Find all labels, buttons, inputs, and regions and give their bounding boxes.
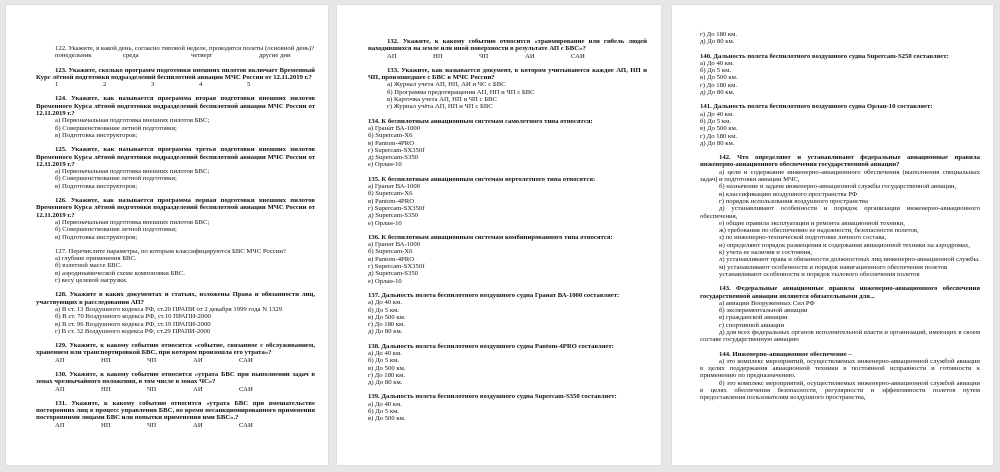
- question-text: 142. Что определяют и устанавливают федеральные авиационные правила инженерно-авиационного обеспечения государственной авиации?: [700, 154, 980, 169]
- question-block: [368, 67, 647, 111]
- document-page-1: [6, 5, 328, 465]
- answer-option: г) До 180 км.: [368, 321, 406, 329]
- answer-option: е) Орлан-10: [368, 219, 402, 227]
- answer-choice: ЧП: [479, 52, 489, 60]
- answer-choice: ЧП: [147, 421, 157, 429]
- answer-option: в) Pantom-4PRO: [368, 139, 415, 147]
- question-text: 138. Дальность полета беспилотного воздушного судна Pantom-4PRO составляет:: [368, 342, 614, 350]
- answer-option: б) В ст. 70 Воздушного кодекса РФ, ст.10 ПРАПИ-2000: [55, 313, 211, 321]
- question-text: 131. Укажите, к какому событию относится «утрата БВС при вмешательстве посторонних лиц в процесс управления БВС, во время несанкционированного применения посторонними лицами БВС или попытки применения ими БВС».?: [36, 399, 315, 422]
- answer-option: в) До 500 км.: [700, 74, 738, 82]
- answer-option: в) гражданской авиации: [719, 314, 788, 322]
- question-block: [36, 291, 315, 335]
- answer-choice: САИ: [239, 356, 253, 364]
- answer-option: б) До 5 км.: [700, 117, 732, 125]
- answer-option: в) До 500 км.: [368, 364, 406, 372]
- question-block: [700, 53, 980, 97]
- answer-option: а) До 40 км.: [368, 400, 402, 408]
- answer-choice: АИ: [193, 356, 203, 364]
- answer-option: б) экспериментальной авиации: [719, 307, 808, 315]
- answer-option: б) назначение и задачи инженерно-авиационной службы государственной авиации,: [719, 183, 957, 191]
- question-block: [368, 234, 647, 285]
- answer-choice: САИ: [239, 421, 253, 429]
- answer-option: в) До 500 км.: [368, 415, 406, 423]
- answer-choice: ЧП: [147, 356, 157, 364]
- answer-option: в) Pantom-4PRO: [368, 197, 415, 205]
- answer-option: г) Supercam-SX350f: [368, 263, 425, 271]
- question-text: 128. Укажите в каких документах и статьях, изложены Права и обязанности лиц, участвующих в расследовании АП?: [36, 291, 315, 306]
- answer-option: г) До 180 км.: [700, 132, 738, 140]
- question-text: 129. Укажите, к какому событию относится «событие, связанное с обслуживанием, хранением или транспортировкой БВС, при котором произошла его утрата»?: [36, 342, 315, 357]
- question-text: 124. Укажите, как называется программа вторая подготовки внешних пилотов Временного Курса лётной подготовки подразделений беспилотной авиации МЧС России от 12.11.2019 г.?: [36, 95, 315, 118]
- answer-option: г) До 180 км.: [700, 31, 738, 38]
- answer-choices-row: [36, 357, 315, 364]
- answer-option: в) До 500 км.: [700, 125, 738, 133]
- answer-choices-row: [36, 386, 315, 393]
- answer-choice: НП: [101, 385, 111, 393]
- answer-choices-row: [36, 81, 315, 88]
- question-block: [36, 400, 315, 429]
- answer-option: а) Первоначальная подготовка внешних пилотов БВС;: [55, 168, 210, 176]
- answer-option: б) До 5 км.: [368, 408, 400, 416]
- answer-option: е) общие правила эксплуатации и ремонта авиационной техники,: [719, 219, 905, 227]
- answer-option: д) До 80 км.: [700, 139, 735, 147]
- answer-choices-row: [368, 53, 647, 60]
- answer-option: д) До 80 км.: [368, 379, 403, 387]
- answer-option: м) устанавливают особенности и порядок навигационного обеспечения полетов: [719, 263, 948, 271]
- answer-option: а) Гранат ВА-1000: [368, 183, 421, 191]
- answer-choice: НП: [433, 52, 443, 60]
- answer-option: б) Совершенствование летной подготовки;: [55, 175, 177, 183]
- question-block: [700, 351, 980, 402]
- answer-choice: АП: [387, 52, 397, 60]
- answer-option: б) взлетной массе БВС.: [55, 262, 122, 270]
- question-block: [368, 176, 647, 227]
- question-block: [36, 67, 315, 89]
- question-text: 143. Федеральные авиационные правила инженерно-авиационного обеспечения государственной авиации являются обязательными для...: [700, 285, 980, 300]
- answer-choice: 5: [247, 81, 251, 89]
- answer-option: б) Совершенствование летной подготовки;: [55, 124, 177, 132]
- answer-option: в) Подготовка инструкторов;: [55, 182, 138, 190]
- answer-choice: 3: [151, 81, 155, 89]
- answer-option: в) классификацию воздушного пространства РФ: [719, 190, 858, 198]
- answer-choice: АИ: [525, 52, 535, 60]
- answer-choice: АП: [55, 385, 65, 393]
- answer-option: а) авиации Вооруженных Сил РФ: [719, 299, 815, 307]
- answer-option: б) Supercam-X6: [368, 132, 413, 140]
- answer-option: д) До 80 км.: [700, 89, 735, 97]
- answer-choice: 1: [55, 81, 59, 89]
- question-text: 133. Укажите, как называется документ, в котором учитываются каждое АП, НП и ЧП, произошедшее с БВС в МЧС России?: [368, 66, 647, 82]
- answer-choice: АИ: [193, 421, 203, 429]
- answer-option: д) Supercam-S350: [368, 270, 419, 278]
- answer-option: г) Supercam-SX350f: [368, 146, 425, 154]
- answer-option: а) Гранат ВА-1000: [368, 124, 421, 132]
- answer-choice: АИ: [193, 385, 203, 393]
- answer-option: б) Совершенствование летной подготовки;: [55, 226, 177, 234]
- answer-option: в) В ст. 96 Воздушного кодекса РФ, ст.19 ПРАПИ-2000: [55, 320, 211, 328]
- answer-option: б) До 5 км.: [368, 306, 400, 314]
- question-block: [368, 38, 647, 60]
- answer-choice: 2: [103, 81, 107, 89]
- answer-option: з) по инженерно-технической подготовке личного состава,: [719, 234, 887, 242]
- answer-option: г) спортивной авиации: [719, 321, 785, 329]
- answer-choice: АП: [55, 356, 65, 364]
- question-block: [368, 343, 647, 387]
- answer-option: д) Supercam-S350: [368, 212, 419, 220]
- answer-option: г) В ст. 32 Воздушного кодекса РФ, ст.29 ПРАПИ-2000: [55, 327, 211, 335]
- answer-option: г) весу целевой нагрузки.: [55, 277, 128, 285]
- question-text: 137. Дальность полета беспилотного воздушного судна Гранат ВА-1000 составляет:: [368, 291, 620, 299]
- answer-option: а) цели и содержание инженерно-авиационного обеспечения (выполнения специальных задач) и подготовки авиации МЧС,: [700, 168, 980, 184]
- answer-option: д) для всех федеральных органов исполнительной власти и организаций, имеющих в своем составе государственную авиацию: [700, 328, 980, 344]
- answer-option: в) Карточка учета АП, НП и ЧП с БВС: [387, 96, 497, 104]
- question-block: [36, 248, 315, 284]
- answer-option: д) устанавливают особенности и порядок организации инженерно-авиационного обеспечения,: [700, 205, 980, 220]
- answer-choice: АП: [55, 421, 65, 429]
- document-page-3: [672, 5, 993, 465]
- question-text: 122. Укажите, в какой день, согласно типовой неделе, проводятся полеты (основной день)?: [55, 45, 315, 52]
- answer-choice: четверг: [191, 52, 213, 60]
- answer-option: б) это комплекс мероприятий, осуществляемых инженерно-авиационной службой авиации в целях обеспечения безопасности, регулярности и эффективности полетов путем предоставления пользователям воздушного пространства,: [700, 379, 980, 402]
- question-block: [700, 31, 980, 46]
- answer-option: д) До 80 км.: [368, 328, 403, 336]
- answer-option: в) аэродинамической схеме компоновки БВС.: [55, 269, 185, 277]
- question-text: 123. Укажите, сколько программ подготовки внешних пилотов включает Временный Курс лётной подготовки подразделений беспилотной авиации МЧС России от 12.11.2019 г.?: [36, 66, 315, 81]
- answer-option: а) До 40 км.: [368, 349, 402, 357]
- answer-option: г) Журнал учёта АП, НП и ЧП с БВС: [387, 103, 493, 111]
- answer-choice: другие дни: [259, 52, 291, 60]
- answer-option: а) До 40 км.: [700, 110, 734, 118]
- answer-option: л) устанавливают права и обязанности должностных лиц инженерно-авиационной службы.: [719, 256, 980, 264]
- answer-choice: ЧП: [147, 385, 157, 393]
- answer-choice: понедельник: [55, 52, 92, 60]
- answer-option: ж) требования по обеспечению ее надежности, безопасности полетов,: [719, 227, 919, 235]
- question-text: 135. К беспилотным авиационным системам вертолетного типа относятся:: [368, 175, 596, 183]
- answer-option: г) порядок использования воздушного пространства: [719, 197, 868, 205]
- answer-option: а) Журнал учета АП, НП, АИ и ЧС с БВС: [387, 81, 506, 89]
- question-block: [36, 45, 315, 60]
- question-text: 125. Укажите, как называется программа третья подготовки внешних пилотов Временного Курса лётной подготовки подразделений беспилотной авиации МЧС России от 12.11.2019 г.?: [36, 146, 315, 168]
- answer-option: в) Подготовка инструкторов;: [55, 233, 138, 241]
- question-text: 144. Инженерно-авиационное обеспечение –: [719, 350, 852, 358]
- question-block: [368, 292, 647, 336]
- answer-option: е) Орлан-10: [368, 161, 402, 169]
- answer-option: а) До 40 км.: [700, 59, 734, 67]
- question-block: [36, 342, 315, 364]
- answer-option: и) определяют порядок размещения и содержания авиационной техники на аэродромах,: [719, 241, 970, 249]
- answer-option: б) До 5 км.: [700, 67, 732, 75]
- answer-option: в) Pantom-4PRO: [368, 255, 415, 263]
- question-block: [36, 95, 315, 139]
- answer-choice: НП: [101, 356, 111, 364]
- question-text: 140. Дальность полета беспилотного воздушного судна Supercam-S250 составляет:: [700, 52, 949, 60]
- answer-option: г) До 180 км.: [700, 81, 738, 89]
- question-block: [36, 146, 315, 190]
- answer-option: устанавливают особенности и порядок тылового обеспечения полетов: [719, 270, 920, 278]
- question-block: [36, 197, 315, 241]
- question-text: 126. Укажите, как называется программа первая подготовки внешних пилотов Временного Курса лётной подготовки подразделений беспилотной авиации МЧС России от 12.11.2019 г.?: [36, 197, 315, 219]
- question-text: 132. Укажите, к какому событию относится «травмирование или гибель людей находившихся на земле или иной поверхности в результате АП с БВС»?: [368, 38, 647, 53]
- question-text: 127. Перечислите параметры, по которым классифицируются БВС МЧС России?: [55, 247, 286, 255]
- answer-option: б) До 5 км.: [368, 357, 400, 365]
- answer-option: г) Supercam-SX350f: [368, 204, 425, 212]
- answer-option: а) это комплекс мероприятий, осуществляемых инженерно-авиационной службой авиации в целях поддержания авиационной техники в постоянной исправности и готовности к применению по предназначению.: [700, 357, 980, 380]
- answer-option: в) Подготовка инструкторов;: [55, 131, 138, 139]
- answer-choice: САИ: [239, 385, 253, 393]
- answer-option: а) До 40 км.: [368, 299, 402, 307]
- answer-choices-row: [36, 52, 315, 59]
- question-block: [368, 393, 647, 422]
- answer-option: б) Supercam-X6: [368, 190, 413, 198]
- answer-option: а) Гранат ВА-1000: [368, 241, 421, 249]
- answer-option: к) учета ее наличия и состояния,: [719, 249, 813, 257]
- answer-choices-row: [36, 422, 315, 429]
- answer-option: е) Орлан-10: [368, 277, 402, 285]
- document-page-2: [337, 5, 661, 465]
- answer-choice: среда: [123, 52, 139, 60]
- answer-choice: САИ: [571, 52, 585, 60]
- question-block: [700, 285, 980, 343]
- question-block: [700, 103, 980, 147]
- answer-option: в) До 500 км.: [368, 313, 406, 321]
- answer-choice: НП: [101, 421, 111, 429]
- question-block: [36, 371, 315, 393]
- question-block: [700, 154, 980, 278]
- answer-option: а) Первоначальная подготовка внешних пилотов БВС;: [55, 218, 210, 226]
- question-text: 130. Укажите, к какому событию относится «утрата БВС при выполнении задач в зонах чрезвычайного положения, в том числе в зонах ЧС»?: [36, 370, 315, 386]
- answer-option: а) В ст. 13 Воздушного кодекса РФ, ст.20 ПРАПИ от 2 декабря 1999 года N 1329: [55, 305, 283, 313]
- answer-option: а) Первоначальная подготовка внешних пилотов БВС;: [55, 117, 210, 125]
- answer-option: г) До 180 км.: [368, 371, 406, 379]
- question-block: [368, 118, 647, 169]
- question-text: 134. К беспилотным авиационным системам самолетного типа относятся:: [368, 117, 593, 125]
- answer-option: д) Supercam-S350: [368, 154, 419, 162]
- answer-option: б) Supercam-X6: [368, 248, 413, 256]
- answer-option: а) глубине применения БВС.: [55, 255, 137, 263]
- answer-option: б) Программа предотвращения АП, НП и ЧП с БВС: [387, 88, 535, 96]
- answer-choice: 4: [199, 81, 203, 89]
- answer-option: д) До 80 км.: [700, 38, 735, 46]
- question-text: 139. Дальность полета беспилотного воздушного судна Supercam-S350 составляет:: [368, 393, 617, 401]
- question-text: 136. К беспилотным авиационным системам комбинированного типа относятся:: [368, 233, 613, 241]
- question-text: 141. Дальность полета беспилотного воздушного судна Орлан-10 составляет:: [700, 103, 933, 111]
